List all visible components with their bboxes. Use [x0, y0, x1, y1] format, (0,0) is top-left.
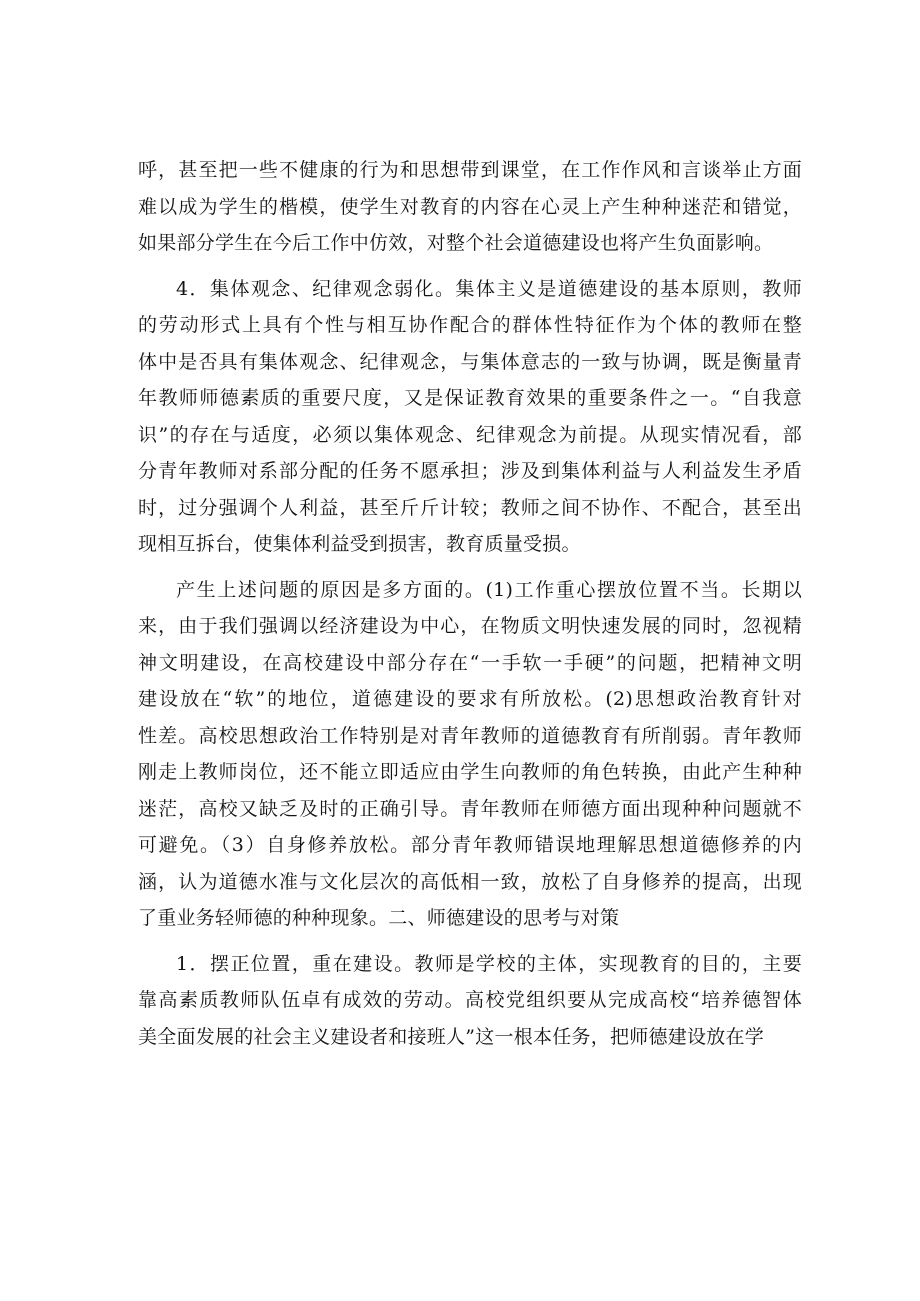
text-line: 的劳动形式上具有个性与相互协作配合的群体性特征作为个体的教师在整: [138, 314, 802, 336]
text-line: 可避免。（3）自身修养放松。部分青年教师错误地理解思想道德修养的内: [138, 834, 802, 856]
text-line: 产生上述问题的原因是多方面的。(1)工作重心摆放位置不当。长期以: [176, 578, 802, 601]
text-line: 迷茫，高校又缺乏及时的正确引导。青年教师在师德方面出现种种问题就不: [138, 797, 802, 820]
paragraph: [138, 946, 802, 1056]
text-line: 涵，认为道德水准与文化层次的高低相一致，放松了自身修养的提高，出现: [138, 870, 802, 893]
text-line: 靠高素质教师队伍卓有成效的劳动。高校党组织要从完成高校“培养德智体: [138, 989, 802, 1011]
text-line: 刚走上教师岗位，还不能立即适应由学生向教师的角色转换，由此产生种种: [138, 761, 802, 783]
paragraph: [138, 152, 802, 262]
text-line: 现相互拆台，使集体利益受到损害，教育质量受损。: [138, 533, 581, 555]
text-line: 识”的存在与适度，必须以集体观念、纪律观念为前提。从现实情况看，部: [138, 423, 802, 446]
paragraph-spacing: [138, 937, 802, 946]
document-body: [138, 152, 802, 1055]
paragraph: [138, 271, 802, 563]
text-line: 呼，甚至把一些不健康的行为和思想带到课堂，在工作作风和言谈举止方面: [138, 159, 802, 181]
text-line: 分青年教师对系部分配的任务不愿承担；涉及到集体利益与人利益发生矛盾: [138, 460, 802, 482]
text-line: 了重业务轻师德的种种现象。二、师德建设的思考与对策: [138, 907, 620, 929]
text-line: 4．集体观念、纪律观念弱化。集体主义是道德建设的基本原则，教师: [176, 277, 802, 300]
text-line: 时，过分强调个人利益，甚至斤斤计较；教师之间不协作、不配合，甚至出: [138, 496, 802, 519]
text-line: 神文明建设，在高校建设中部分存在“一手软一手硬”的问题，把精神文明: [138, 651, 802, 674]
paragraph: [138, 572, 802, 937]
text-line: 性差。高校思想政治工作特别是对青年教师的道德教育有所削弱。青年教师: [138, 724, 802, 747]
text-line: 难以成为学生的楷模，使学生对教育的内容在心灵上产生种种迷茫和错觉，: [138, 195, 802, 218]
text-line: 1．摆正位置，重在建设。教师是学校的主体，实现教育的目的，主要: [176, 952, 802, 975]
paragraph-spacing: [138, 563, 802, 572]
text-line: 美全面发展的社会主义建设者和接班人”这一根本任务，把师德建设放在学: [138, 1025, 764, 1048]
text-line: 年教师师德素质的重要尺度，又是保证教育效果的重要条件之一。“自我意: [138, 387, 802, 409]
text-line: 体中是否具有集体观念、纪律观念，与集体意志的一致与协调，既是衡量青: [138, 350, 802, 373]
text-line: 建设放在“软”的地位，道德建设的要求有所放松。(2)思想政治教育针对: [138, 688, 802, 710]
text-line: 来，由于我们强调以经济建设为中心，在物质文明快速发展的同时，忽视精: [138, 615, 802, 637]
text-line: 如果部分学生在今后工作中仿效，对整个社会道德建设也将产生负面影响。: [138, 232, 774, 254]
paragraph-spacing: [138, 262, 802, 271]
